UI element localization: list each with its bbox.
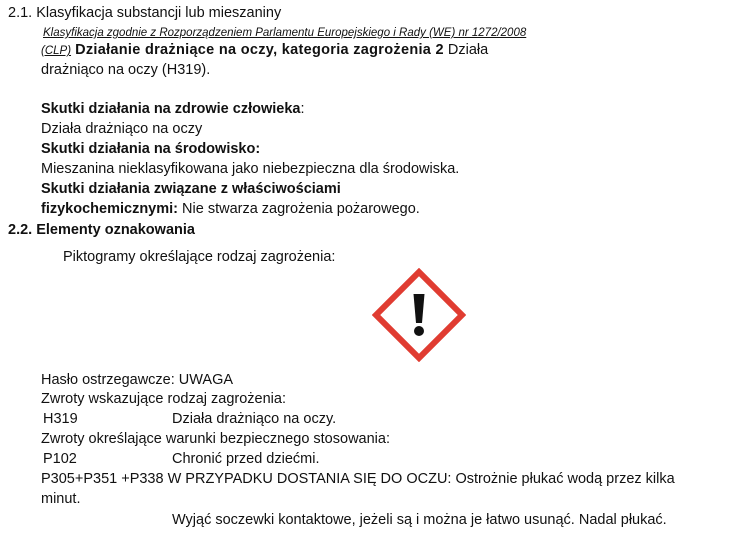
classification-line-2: drażniąco na oczy (H319). — [41, 62, 211, 78]
env-effects-label: Skutki działania na środowisko: — [41, 141, 261, 157]
health-effects-colon: : — [300, 101, 305, 117]
precautionary-label: Zwroty określające warunki bezpiecznego stosowania: — [41, 431, 390, 447]
health-effects-heading — [41, 101, 305, 117]
p305-line-2: minut. — [41, 491, 81, 507]
p102-code: P102 — [43, 451, 77, 467]
regulation-reference: Klasyfikacja zgodnie z Rozporządzeniem Parlamentu Europejskiego i Rady (WE) nr 1272/2008 — [43, 27, 527, 39]
env-effects-text: Mieszanina nieklasyfikowana jako niebezpieczna dla środowiska. — [41, 161, 460, 177]
health-effects-text: Działa drażniąco na oczy — [41, 121, 203, 137]
classification-line — [41, 42, 488, 58]
clp-label: (CLP) — [41, 45, 72, 57]
phys-effects-label-2: fizykochemicznymi: — [41, 201, 178, 217]
hazard-text: Działa drażniąco na oczy. — [172, 411, 337, 427]
phys-effects-line — [41, 201, 420, 217]
health-effects-label: Skutki działania na zdrowie człowieka — [41, 101, 301, 117]
p102-text: Chronić przed dziećmi. — [172, 451, 320, 467]
section-heading-2-2: 2.2. Elementy oznakowania — [8, 222, 195, 238]
signal-word: Hasło ostrzegawcze: UWAGA — [41, 372, 234, 388]
section-heading-2-1: 2.1. Klasyfikacja substancji lub mieszaniny — [8, 5, 282, 21]
hazard-code: H319 — [43, 411, 78, 427]
classification-bold: Działanie drażniące na oczy, kategoria zagrożenia 2 — [75, 42, 444, 58]
p305-line-1: P305+P351 +P338 W PRZYPADKU DOSTANIA SIĘ DO OCZU: Ostrożnie płukać wodą przez kilka — [41, 471, 675, 487]
p305-line-3: Wyjąć soczewki kontaktowe, jeżeli są i można je łatwo usunąć. Nadal płukać. — [172, 512, 667, 528]
phys-effects-label-1: Skutki działania związane z właściwościami — [41, 181, 341, 197]
classification-tail: Działa — [447, 42, 489, 58]
hazard-statements-label: Zwroty wskazujące rodzaj zagrożenia: — [41, 391, 286, 407]
exclamation-mark-ghs-icon — [372, 268, 466, 362]
phys-effects-text: Nie stwarza zagrożenia pożarowego. — [182, 201, 420, 217]
pictograms-label: Piktogramy określające rodzaj zagrożenia: — [63, 249, 336, 265]
